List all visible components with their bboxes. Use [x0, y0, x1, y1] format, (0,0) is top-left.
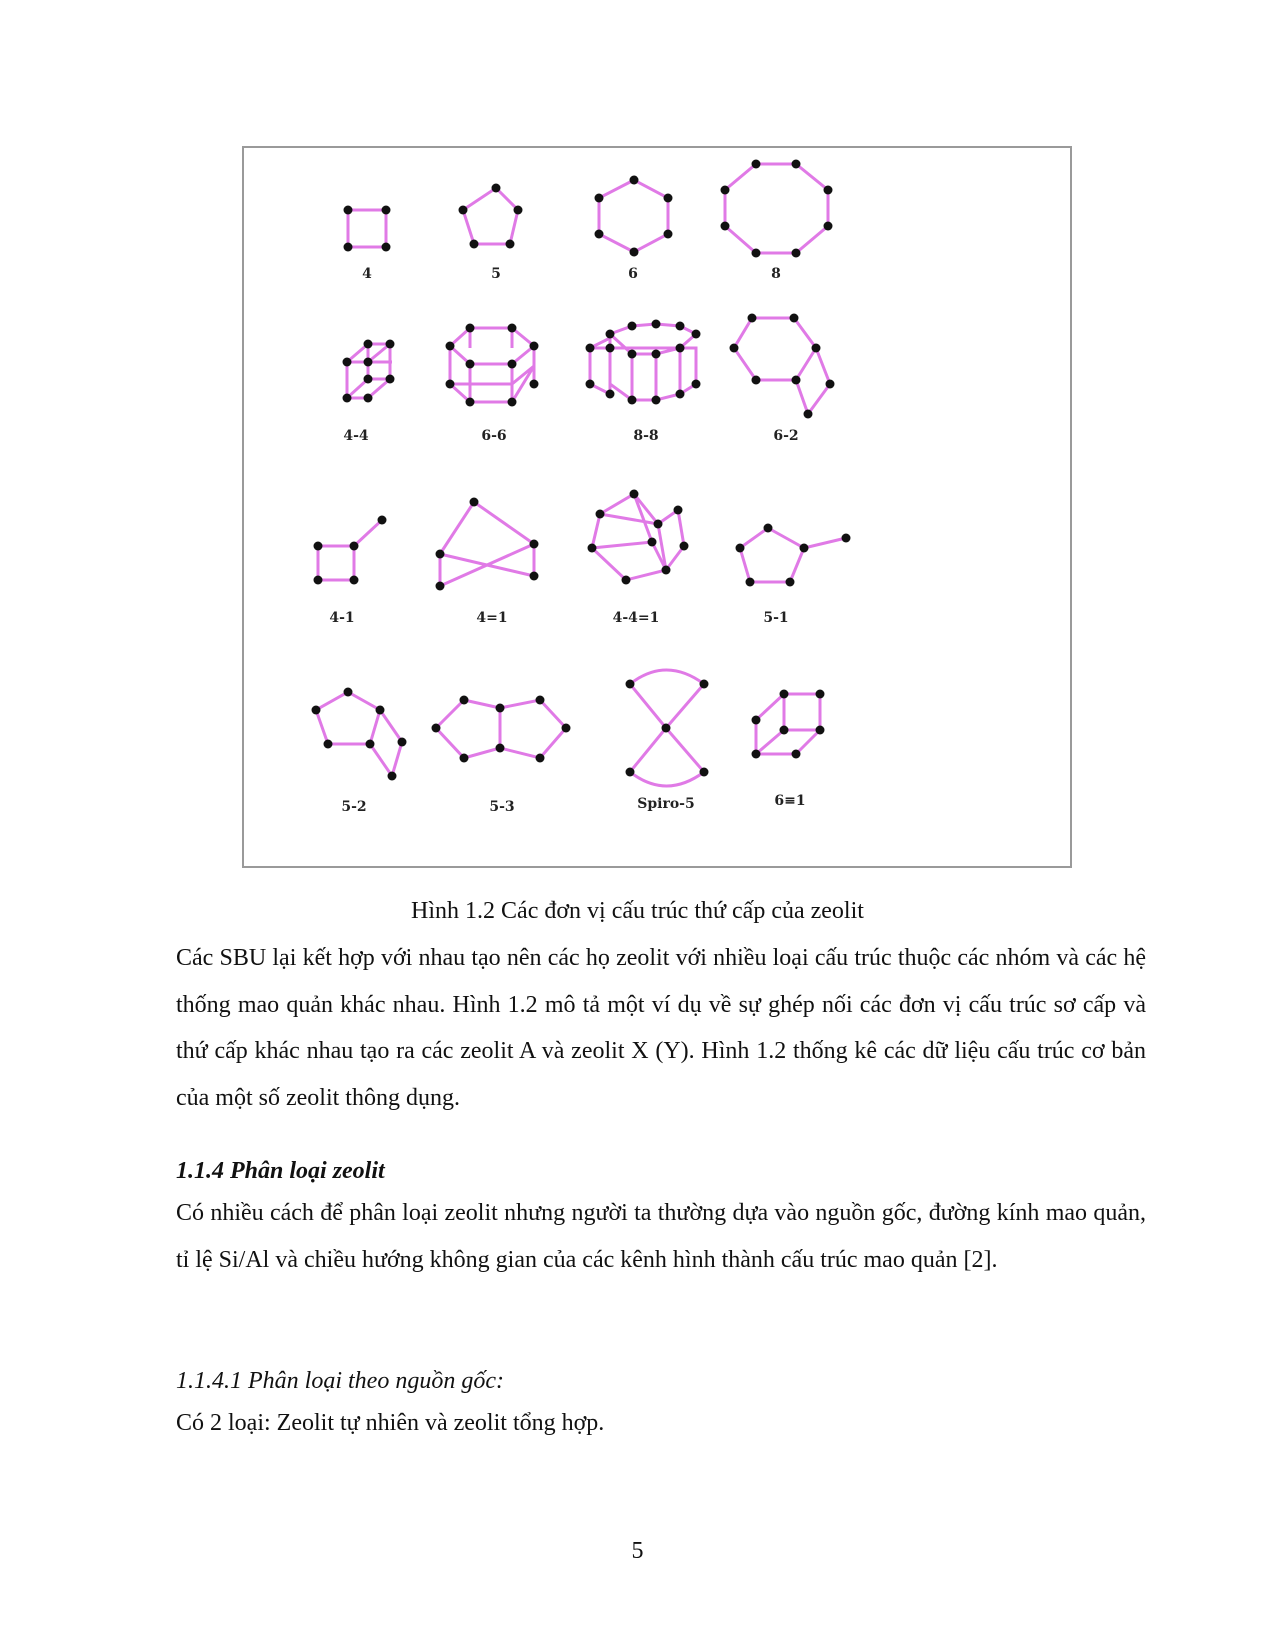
sbu-label: 8-8 [633, 428, 659, 444]
sbu-6-triple-1 [752, 690, 825, 759]
sbu-label: 5-1 [763, 610, 789, 626]
sbu-5-1 [736, 524, 851, 587]
sbu-4-ring [344, 206, 391, 252]
sbu-label: 4-4 [343, 428, 369, 444]
body-paragraph-1: Các SBU lại kết hợp với nhau tạo nên các họ zeolit với nhiều loại cấu trúc thuộc các nhóm và các hệ thống mao quản khác nhau. Hình 1.2 mô tả một ví dụ về sự ghép nối các đơn vị cấu trúc sơ cấp và thứ cấp khác nhau tạo ra các zeolit A và zeolit X (Y). Hình 1.2 thống kê các dữ liệu cấu trúc cơ bản của một số zeolit thông dụng. [176, 945, 1146, 1111]
figure-caption: Hình 1.2 Các đơn vị cấu trúc thứ cấp của zeolit [411, 898, 864, 924]
sbu-label: 5-3 [489, 799, 515, 815]
sbu-4-4-cube [343, 340, 395, 403]
sbu-label: 6-2 [773, 428, 799, 444]
sbu-8-ring [721, 160, 833, 258]
sbu-4=1 [436, 498, 539, 591]
sbu-spiro-5 [626, 670, 709, 786]
subsection-heading: 1.1.4.1 Phân loại theo nguồn gốc: [176, 1368, 504, 1394]
page-number: 5 [631, 1538, 644, 1564]
sbu-5-3 [432, 696, 571, 763]
sbu-5-ring [459, 184, 523, 249]
sbu-4-4=1 [588, 490, 689, 585]
sbu-label: 4-1 [329, 610, 355, 626]
sbu-6-2 [730, 314, 835, 419]
sbu-label: 6 [628, 266, 638, 282]
sbu-4-1 [314, 516, 387, 585]
sbu-label: 6-6 [481, 428, 507, 444]
sbu-label: 5-2 [341, 799, 367, 815]
sbu-8-8-prism [586, 320, 701, 405]
sbu-6-ring [595, 176, 673, 257]
sbu-6-6-prism [446, 324, 539, 407]
body-paragraph-3: Có 2 loại: Zeolit tự nhiên và zeolit tổng hợp. [176, 1410, 605, 1436]
sbu-diagram [244, 148, 1070, 866]
sbu-label: 6≡1 [774, 793, 806, 809]
sbu-label: 4-4=1 [612, 610, 660, 626]
body-paragraph-2: Có nhiều cách để phân loại zeolit nhưng người ta thường dựa vào nguồn gốc, đường kính mao quản, tỉ lệ Si/Al và chiều hướng không gian của các kênh hình thành cấu trúc mao quản [2]. [176, 1200, 1146, 1273]
sbu-label: Spiro-5 [637, 796, 695, 812]
sbu-label: 5 [491, 266, 501, 282]
sbu-label: 4=1 [476, 610, 508, 626]
section-heading: 1.1.4 Phân loại zeolit [176, 1158, 385, 1184]
sbu-figure [242, 146, 1072, 868]
sbu-5-2 [312, 688, 407, 781]
sbu-label: 8 [771, 266, 781, 282]
sbu-label: 4 [362, 266, 372, 282]
